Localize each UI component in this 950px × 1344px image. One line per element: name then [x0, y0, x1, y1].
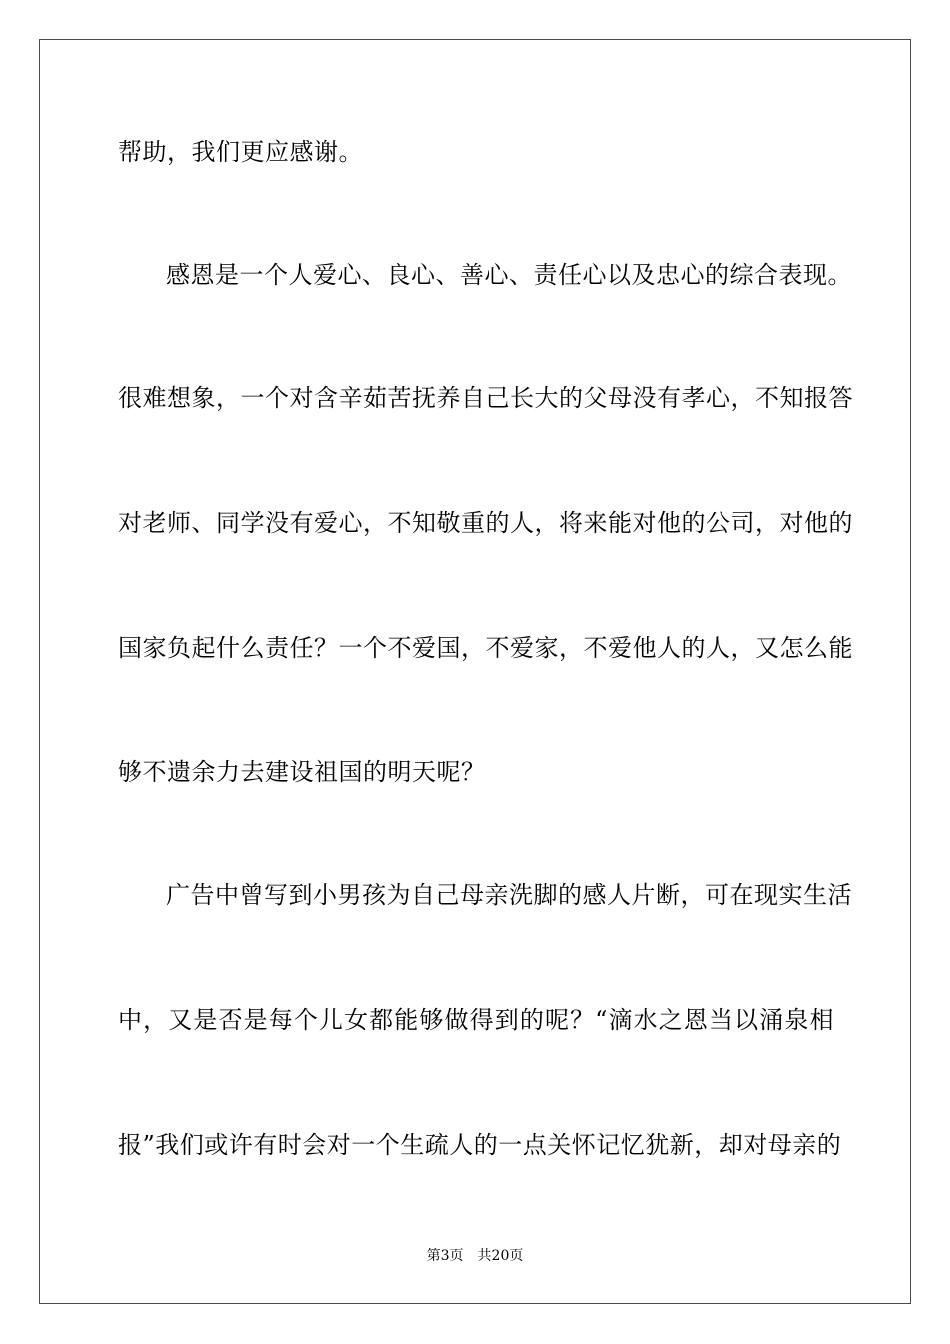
text-line: 中，又是否是每个儿女都能够做得到的呢？“滴水之恩当以涌泉相: [118, 1006, 834, 1034]
text-line: 对老师、同学没有爱心，不知敬重的人，将来能对他的公司，对他的: [118, 509, 853, 537]
text-line: 帮助，我们更应感谢。: [118, 138, 363, 166]
page-footer: [0, 1247, 950, 1265]
text-line: 报”我们或许有时会对一个生疏人的一点关怀记忆犹新，却对母亲的: [118, 1131, 842, 1159]
page-number: 第3页: [426, 1248, 464, 1264]
text-line: 国家负起什么责任？一个不爱国，不爱家，不爱他人的人，又怎么能: [118, 634, 853, 662]
page-border: [39, 39, 911, 1304]
text-line: 很难想象，一个对含辛茹苦抚养自己长大的父母没有孝心，不知报答: [118, 384, 853, 412]
paragraph-first-line: 广告中曾写到小男孩为自己母亲洗脚的感人片断，可在现实生活: [166, 881, 852, 909]
total-pages: 共20页: [477, 1248, 524, 1264]
text-line: 够不遗余力去建设祖国的明天呢？: [118, 758, 486, 786]
paragraph-first-line: 感恩是一个人爱心、良心、善心、责任心以及忠心的综合表现。: [166, 261, 852, 289]
